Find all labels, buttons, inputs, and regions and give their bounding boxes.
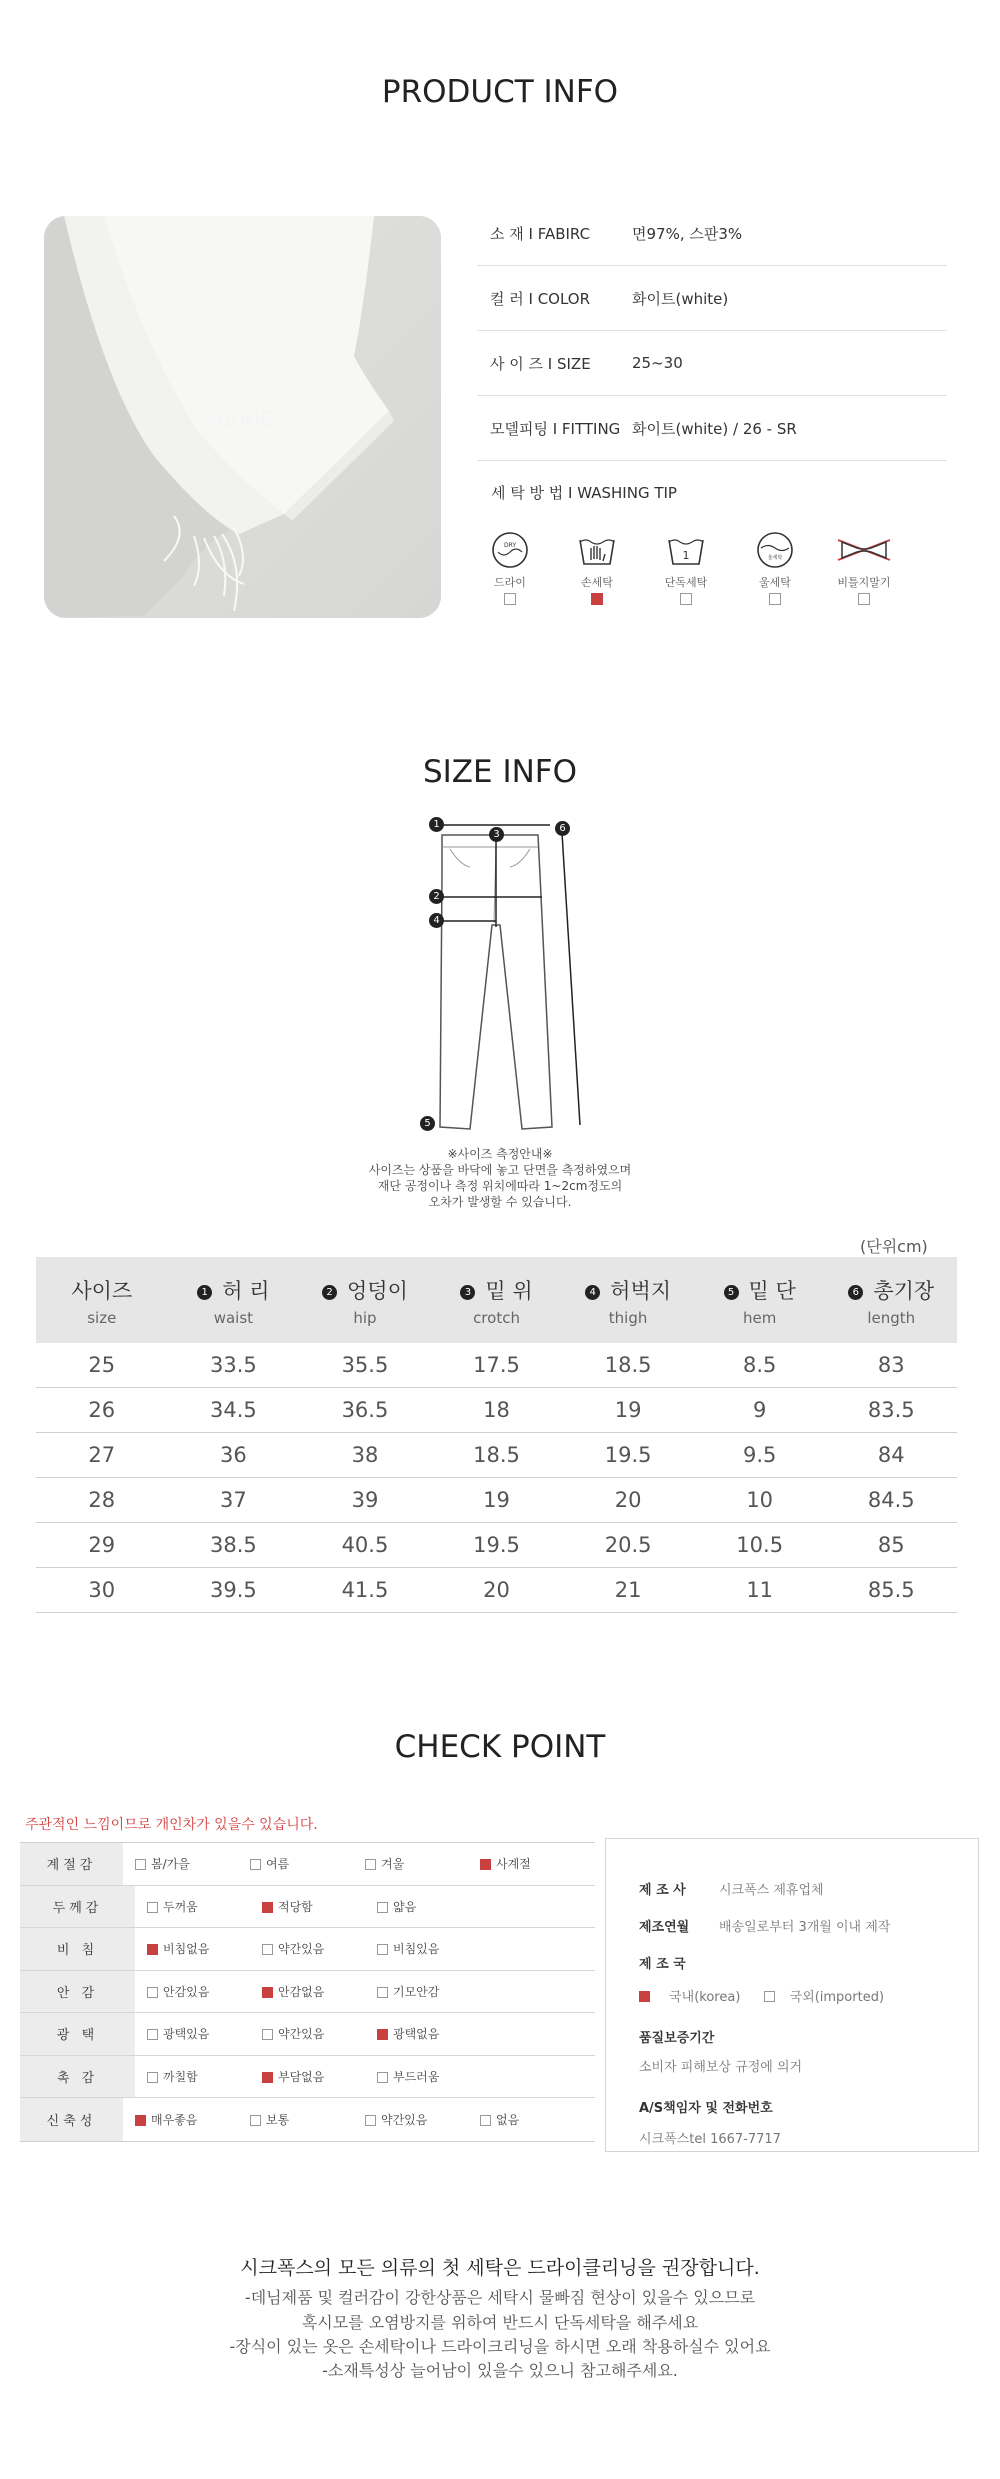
option-checkbox bbox=[262, 1944, 273, 1955]
size-row bbox=[36, 1523, 957, 1568]
svg-text:울세탁: 울세탁 bbox=[767, 555, 783, 561]
col-en: length bbox=[867, 1309, 916, 1327]
check-point-row bbox=[20, 1886, 595, 1929]
size-cell: 33.5 bbox=[209, 1353, 257, 1377]
mfg-label: 품질보증기간 bbox=[639, 2031, 715, 2046]
size-cell: 39 bbox=[351, 1488, 379, 1512]
size-row bbox=[36, 1478, 957, 1523]
hand-wash-icon bbox=[575, 530, 619, 570]
check-point-options bbox=[135, 2056, 595, 2098]
size-cell: 9 bbox=[752, 1398, 767, 1422]
mfg-value: 배송일로부터 3개월 이내 제작 bbox=[719, 1920, 891, 1935]
wash-label: 울세탁 bbox=[759, 576, 791, 589]
mfg-label: 제 조 국 bbox=[639, 1957, 686, 1972]
check-point-row bbox=[20, 2098, 595, 2141]
marker-2: 2 bbox=[429, 889, 444, 904]
wool-wash-icon bbox=[753, 530, 797, 570]
check-point-option bbox=[262, 2068, 377, 2085]
check-point-key: 광 택 bbox=[20, 2013, 135, 2055]
size-cell: 9.5 bbox=[742, 1443, 777, 1467]
col-num: 1 bbox=[197, 1285, 212, 1300]
marker-6: 6 bbox=[555, 821, 570, 836]
check-point-key: 촉 감 bbox=[20, 2056, 135, 2098]
wash-checkbox-checked bbox=[591, 593, 603, 605]
col-ko: 엉덩이 bbox=[347, 1279, 408, 1303]
check-point-key: 비 침 bbox=[20, 1928, 135, 1970]
option-checkbox bbox=[365, 1859, 376, 1870]
check-point-option bbox=[377, 2068, 492, 2085]
option-checkbox bbox=[250, 2115, 261, 2126]
mfg-value: 시크폭스 제휴업체 bbox=[719, 1883, 824, 1898]
option-checkbox bbox=[365, 2115, 376, 2126]
check-point-option bbox=[262, 1983, 377, 2000]
wash-label: 손세탁 bbox=[581, 576, 613, 589]
size-cell: 17.5 bbox=[473, 1353, 520, 1377]
option-checkbox bbox=[480, 2115, 491, 2126]
check-point-table bbox=[20, 1842, 595, 2142]
check-point-key: 계절감 bbox=[20, 1843, 123, 1885]
option-label: 약간있음 bbox=[381, 2112, 428, 2127]
size-cell: 18.5 bbox=[473, 1443, 520, 1467]
check-point-row bbox=[20, 2013, 595, 2056]
size-cell: 38 bbox=[351, 1443, 379, 1467]
option-checkbox bbox=[147, 1902, 158, 1913]
check-point-options bbox=[135, 1928, 595, 1970]
svg-text:1: 1 bbox=[682, 549, 690, 562]
col-ko: 밑 단 bbox=[748, 1279, 796, 1303]
check-point-option bbox=[250, 2111, 365, 2128]
size-cell: 83.5 bbox=[867, 1398, 915, 1422]
info-value: 화이트(white) bbox=[632, 289, 729, 308]
option-label: 적당함 bbox=[278, 1899, 313, 1914]
col-ko: 허 리 bbox=[222, 1279, 270, 1303]
option-label: 광택있음 bbox=[163, 2027, 210, 2042]
size-cell: 20 bbox=[614, 1488, 642, 1512]
info-key: 컬 러 I COLOR bbox=[490, 289, 591, 308]
col-ko: 허벅지 bbox=[610, 1279, 672, 1303]
option-label: 안감있음 bbox=[163, 1984, 210, 1999]
mfg-label: A/S책임자 및 전화번호 bbox=[639, 2101, 773, 2116]
wash-item-dry bbox=[470, 530, 550, 605]
size-note-line: 재단 공정이나 측정 위치에따라 1~2cm정도의 bbox=[377, 1179, 623, 1193]
size-cell: 39.5 bbox=[209, 1578, 257, 1602]
check-point-option bbox=[250, 1855, 365, 1872]
option-label: 봄/가을 bbox=[151, 1857, 190, 1872]
info-row-color bbox=[477, 266, 947, 331]
size-cell: 83 bbox=[877, 1353, 905, 1377]
option-label: 안감없음 bbox=[278, 1984, 325, 1999]
col-waist bbox=[168, 1257, 300, 1343]
col-num: 2 bbox=[322, 1285, 337, 1300]
check-point-option bbox=[147, 2025, 262, 2042]
option-checkbox bbox=[377, 1944, 388, 1955]
size-cell: 25 bbox=[88, 1353, 116, 1377]
check-point-row bbox=[20, 1843, 595, 1886]
option-label: 비침없음 bbox=[163, 1942, 210, 1957]
option-label: 기모안감 bbox=[393, 1984, 440, 1999]
col-size bbox=[36, 1257, 168, 1343]
option-label: 부담없음 bbox=[278, 2069, 325, 2084]
option-checkbox bbox=[377, 1987, 388, 1998]
washing-tip-title: 세 탁 방 법 I WASHING TIP bbox=[491, 484, 677, 502]
size-note-line: 오차가 발생할 수 있습니다. bbox=[428, 1195, 572, 1209]
wash-checkbox bbox=[858, 593, 870, 605]
check-point-option bbox=[262, 1940, 377, 1957]
wash-checkbox bbox=[680, 593, 692, 605]
size-table-header bbox=[36, 1257, 957, 1343]
wash-checkbox bbox=[504, 593, 516, 605]
mfg-value: 소비자 피해보상 규정에 의거 bbox=[639, 2060, 803, 2075]
mfg-row-date bbox=[639, 1916, 978, 1935]
size-table bbox=[36, 1257, 957, 1613]
wash-item-hand bbox=[557, 530, 637, 605]
country-korea-checkbox bbox=[639, 1991, 650, 2002]
check-point-option bbox=[377, 1940, 492, 1957]
check-point-options bbox=[135, 1886, 595, 1928]
option-checkbox-checked bbox=[262, 1987, 273, 1998]
col-ko: 총기장 bbox=[873, 1279, 935, 1303]
marker-1: 1 bbox=[429, 817, 444, 832]
option-label: 비침있음 bbox=[393, 1942, 440, 1957]
size-note-line: 사이즈는 상품을 바닥에 놓고 단면을 측정하였으며 bbox=[368, 1163, 632, 1177]
manufacturer-info bbox=[605, 1838, 979, 2152]
size-cell: 84.5 bbox=[867, 1488, 915, 1512]
option-label: 약간있음 bbox=[278, 2027, 325, 2042]
wash-label: 드라이 bbox=[494, 576, 526, 589]
size-info-title: SIZE INFO bbox=[422, 754, 578, 790]
col-num: 3 bbox=[460, 1285, 475, 1300]
check-point-option bbox=[147, 2068, 262, 2085]
fabric-photo bbox=[44, 216, 441, 618]
option-checkbox-checked bbox=[377, 2029, 388, 2040]
check-point-key: 두께감 bbox=[20, 1886, 135, 1928]
info-row-size bbox=[477, 331, 947, 396]
size-cell: 29 bbox=[88, 1533, 116, 1557]
size-cell: 8.5 bbox=[742, 1353, 777, 1377]
check-point-option bbox=[135, 2111, 250, 2128]
svg-text:DRY: DRY bbox=[503, 542, 517, 549]
size-row bbox=[36, 1568, 957, 1613]
option-label: 얇음 bbox=[393, 1899, 417, 1914]
col-num: 6 bbox=[848, 1285, 863, 1300]
product-info-table bbox=[477, 201, 947, 461]
marker-3: 3 bbox=[489, 827, 504, 842]
country-korea: 국내(korea) bbox=[669, 1990, 741, 2005]
size-cell: 11 bbox=[746, 1578, 774, 1602]
size-cell: 35.5 bbox=[341, 1353, 389, 1377]
dry-clean-icon bbox=[488, 530, 532, 570]
col-en: hem bbox=[743, 1309, 777, 1327]
size-cell: 30 bbox=[88, 1578, 116, 1602]
info-row-fitting bbox=[477, 396, 947, 461]
col-en: hip bbox=[353, 1309, 377, 1327]
info-value: 면97%, 스판3% bbox=[632, 224, 743, 243]
mfg-row-maker bbox=[639, 1879, 978, 1898]
col-en: size bbox=[87, 1309, 117, 1327]
pants-size-diagram bbox=[420, 815, 600, 1135]
option-checkbox bbox=[147, 2029, 158, 2040]
size-row bbox=[36, 1388, 957, 1433]
check-point-option bbox=[377, 1898, 492, 1915]
size-cell: 19 bbox=[483, 1488, 510, 1512]
option-label: 여름 bbox=[266, 1857, 290, 1872]
size-cell: 41.5 bbox=[341, 1578, 389, 1602]
check-point-option bbox=[377, 2025, 492, 2042]
option-checkbox bbox=[262, 2029, 273, 2040]
option-label: 겨울 bbox=[381, 1857, 405, 1872]
check-point-row bbox=[20, 2056, 595, 2099]
size-cell: 40.5 bbox=[341, 1533, 389, 1557]
option-label: 두꺼움 bbox=[163, 1899, 198, 1914]
col-num: 5 bbox=[724, 1285, 739, 1300]
col-crotch bbox=[431, 1257, 563, 1343]
option-checkbox-checked bbox=[147, 1944, 158, 1955]
check-point-option bbox=[480, 1855, 595, 1872]
info-value: 25~30 bbox=[632, 354, 683, 372]
size-row bbox=[36, 1433, 957, 1478]
option-label: 매우좋음 bbox=[151, 2112, 198, 2127]
wash-label: 단독세탁 bbox=[664, 576, 708, 589]
option-checkbox bbox=[147, 2072, 158, 2083]
check-point-options bbox=[135, 2013, 595, 2055]
country-imported: 국외(imported) bbox=[789, 1990, 885, 2005]
size-cell: 20 bbox=[483, 1578, 510, 1602]
size-note-title: ※사이즈 측정안내※ bbox=[447, 1147, 553, 1161]
wash-item-separate bbox=[646, 530, 726, 605]
wash-label: 비틀지말기 bbox=[837, 576, 891, 589]
check-point-option bbox=[147, 1898, 262, 1915]
size-cell: 85 bbox=[877, 1533, 905, 1557]
pants-illustration bbox=[420, 815, 600, 1135]
check-point-option bbox=[365, 2111, 480, 2128]
option-label: 부드러움 bbox=[393, 2069, 440, 2084]
check-point-title: CHECK POINT bbox=[394, 1729, 606, 1765]
check-point-warning: 주관적인 느낌이므로 개인차가 있을수 있습니다. bbox=[25, 1817, 318, 1833]
size-cell: 36 bbox=[220, 1443, 247, 1467]
separate-wash-icon bbox=[664, 530, 708, 570]
footer-line: -장식이 있는 옷은 손세탁이나 드라이크리닝을 하시면 오래 착용하실수 있어요 bbox=[229, 2337, 771, 2356]
mfg-row-country bbox=[639, 1953, 978, 2005]
check-point-row bbox=[20, 1971, 595, 2014]
col-length bbox=[825, 1257, 957, 1343]
size-cell: 20.5 bbox=[604, 1533, 652, 1557]
option-checkbox-checked bbox=[480, 1859, 491, 1870]
option-checkbox-checked bbox=[135, 2115, 146, 2126]
size-cell: 21 bbox=[614, 1578, 642, 1602]
check-point-option bbox=[480, 2111, 595, 2128]
option-checkbox bbox=[135, 1859, 146, 1870]
check-point-option bbox=[147, 1983, 262, 2000]
col-hip bbox=[299, 1257, 431, 1343]
country-imported-checkbox bbox=[764, 1991, 775, 2002]
wash-item-wool bbox=[735, 530, 815, 605]
info-key: 모델피팅 I FITTING bbox=[490, 419, 621, 438]
footer-line: 혹시모를 오염방지를 위하여 반드시 단독세탁을 해주세요 bbox=[301, 2313, 699, 2332]
footer-line: -데님제품 및 컬러감이 강한상품은 세탁시 물빠짐 현상이 있을수 있으므로 bbox=[244, 2288, 756, 2307]
size-cell: 18.5 bbox=[604, 1353, 652, 1377]
info-value: 화이트(white) / 26 - SR bbox=[632, 419, 797, 438]
size-cell: 19.5 bbox=[473, 1533, 520, 1557]
check-point-option bbox=[147, 1940, 262, 1957]
check-point-option bbox=[262, 2025, 377, 2042]
wash-checkbox bbox=[769, 593, 781, 605]
size-cell: 34.5 bbox=[209, 1398, 257, 1422]
check-point-key: 안 감 bbox=[20, 1971, 135, 2013]
option-checkbox-checked bbox=[262, 1902, 273, 1913]
size-cell: 84 bbox=[877, 1443, 905, 1467]
size-table-body bbox=[36, 1343, 957, 1613]
col-en: waist bbox=[213, 1309, 254, 1327]
option-checkbox bbox=[250, 1859, 261, 1870]
check-point-option bbox=[135, 1855, 250, 1872]
mfg-label: 제 조 사 bbox=[639, 1883, 686, 1898]
info-key: 소 재 I FABIRC bbox=[490, 224, 591, 243]
option-label: 약간있음 bbox=[278, 1942, 325, 1957]
size-cell: 19.5 bbox=[604, 1443, 652, 1467]
option-label: 까칠함 bbox=[163, 2069, 198, 2084]
option-checkbox bbox=[377, 1902, 388, 1913]
option-label: 사계절 bbox=[496, 1857, 531, 1872]
unit-label: (단위cm) bbox=[860, 1237, 928, 1256]
footer-title: 시크폭스의 모든 의류의 첫 세탁은 드라이클리닝을 권장합니다. bbox=[240, 2257, 760, 2279]
check-point-row bbox=[20, 1928, 595, 1971]
info-key: 사 이 즈 I SIZE bbox=[490, 354, 591, 373]
col-thigh bbox=[562, 1257, 694, 1343]
size-cell: 38.5 bbox=[209, 1533, 257, 1557]
check-point-key: 신축성 bbox=[20, 2098, 123, 2141]
option-label: 광택없음 bbox=[393, 2027, 440, 2042]
size-cell: 19 bbox=[614, 1398, 642, 1422]
size-cell: 18 bbox=[483, 1398, 510, 1422]
option-label: 보통 bbox=[266, 2112, 290, 2127]
size-cell: 37 bbox=[220, 1488, 247, 1512]
fabric-label: FABRIC bbox=[199, 407, 276, 431]
size-cell: 27 bbox=[88, 1443, 116, 1467]
marker-4: 4 bbox=[429, 913, 444, 928]
info-row-fabric bbox=[477, 201, 947, 266]
col-num: 4 bbox=[585, 1285, 600, 1300]
option-checkbox bbox=[147, 1987, 158, 1998]
option-label: 없음 bbox=[496, 2112, 520, 2127]
col-hem bbox=[694, 1257, 826, 1343]
option-checkbox bbox=[377, 2072, 388, 2083]
product-info-title: PRODUCT INFO bbox=[381, 74, 619, 110]
col-en: crotch bbox=[473, 1309, 520, 1327]
option-checkbox-checked bbox=[262, 2072, 273, 2083]
size-cell: 36.5 bbox=[341, 1398, 389, 1422]
wash-item-nowring bbox=[824, 530, 904, 605]
mfg-value: 시크폭스tel 1667-7717 bbox=[639, 2132, 781, 2147]
size-cell: 85.5 bbox=[867, 1578, 915, 1602]
mfg-label: 제조연월 bbox=[639, 1920, 690, 1935]
col-en: thigh bbox=[608, 1309, 648, 1327]
col-ko: 밑 위 bbox=[485, 1279, 533, 1303]
size-cell: 10.5 bbox=[736, 1533, 784, 1557]
footer-line: -소재특성상 늘어남이 있을수 있으니 참고해주세요. bbox=[322, 2361, 678, 2380]
check-point-option bbox=[365, 1855, 480, 1872]
check-point-option bbox=[377, 1983, 492, 2000]
size-cell: 28 bbox=[88, 1488, 116, 1512]
marker-5: 5 bbox=[420, 1116, 435, 1131]
check-point-option bbox=[262, 1898, 377, 1915]
check-point-options bbox=[123, 1843, 595, 1885]
size-cell: 26 bbox=[88, 1398, 116, 1422]
col-ko: 사이즈 bbox=[71, 1279, 133, 1303]
size-cell: 10 bbox=[746, 1488, 774, 1512]
check-point-options bbox=[123, 2098, 595, 2141]
size-row bbox=[36, 1343, 957, 1388]
no-wring-icon bbox=[834, 530, 894, 570]
check-point-options bbox=[135, 1971, 595, 2013]
